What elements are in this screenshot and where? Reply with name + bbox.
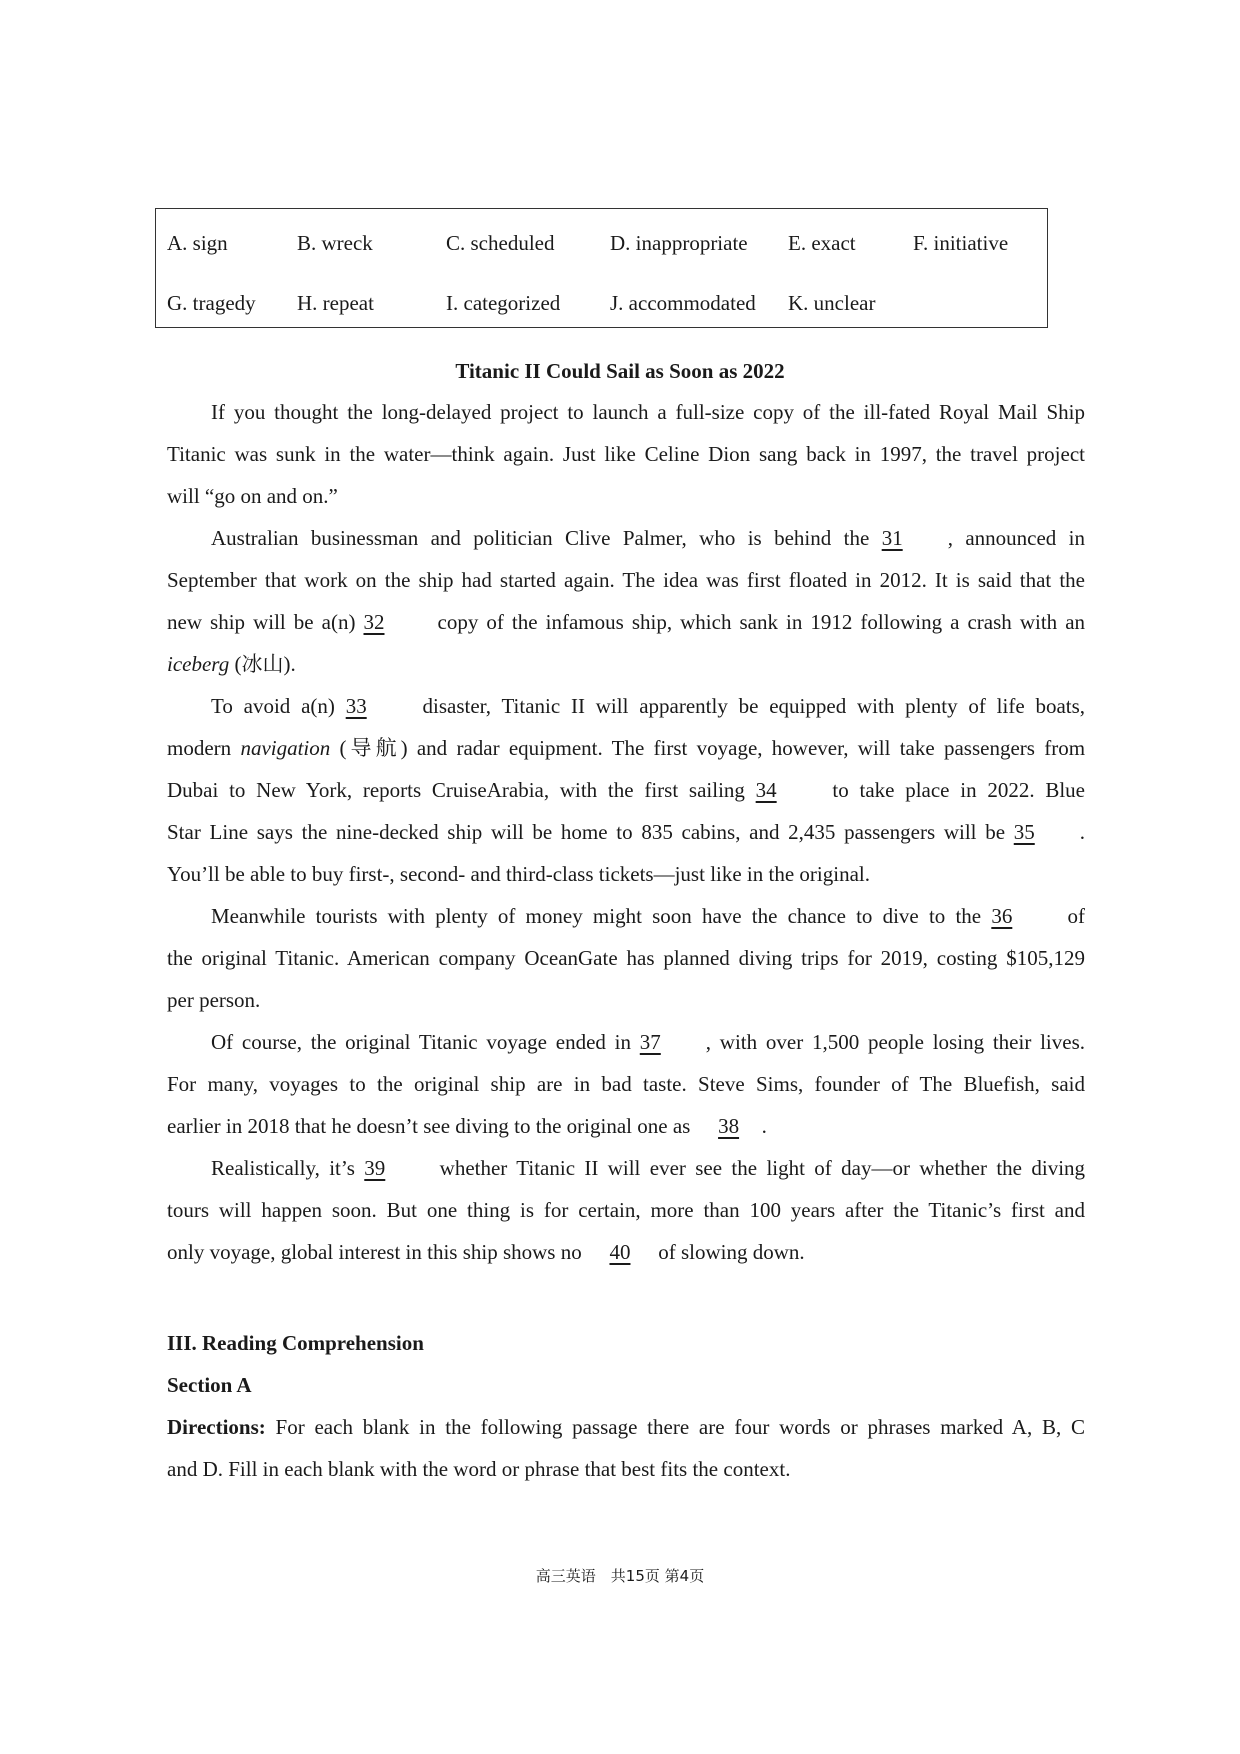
paragraph-line: You’ll be able to buy first-, second- and third-class tickets—just like in the original. <box>167 862 870 886</box>
blank-36: 36 <box>991 904 1013 928</box>
directions-line: and D. Fill in each blank with the word or phrase that best fits the context. <box>167 1457 791 1481</box>
text-segment: to take place in 2022. Blue <box>832 778 1085 802</box>
paragraph-line <box>167 607 1085 637</box>
text-segment: To avoid a(n) <box>211 694 335 718</box>
paragraph-line <box>211 691 1085 721</box>
text-italic: iceberg <box>167 652 230 676</box>
paragraph-line: per person. <box>167 988 261 1012</box>
text-segment: disaster, Titanic II will apparently be equipped with plenty of life boats, <box>422 694 1086 718</box>
directions-line <box>167 1412 1085 1442</box>
text-segment: Star Line says the nine-decked ship will be home to 835 cabins, and 2,435 passengers will be <box>167 820 1006 844</box>
word-option: G. tragedy <box>167 291 256 315</box>
blank-35: 35 <box>1013 820 1035 844</box>
directions-label: Directions: <box>167 1415 266 1439</box>
paragraph-line <box>211 901 1085 931</box>
paragraph-line <box>167 733 1085 763</box>
blank-38: 38 <box>718 1114 740 1138</box>
paragraph-line <box>211 1153 1085 1183</box>
word-option: J. accommodated <box>610 291 756 315</box>
blank-37: 37 <box>639 1030 661 1054</box>
word-bank-row <box>156 231 1047 261</box>
paragraph-line <box>211 523 1085 553</box>
text-segment: whether Titanic II will ever see the light of day—or whether the diving <box>439 1156 1086 1180</box>
word-option: I. categorized <box>446 291 561 315</box>
paragraph-line <box>167 775 1085 805</box>
text-segment: Of course, the original Titanic voyage ended in <box>211 1030 632 1054</box>
word-option: C. scheduled <box>446 231 555 255</box>
word-bank-box <box>155 208 1048 328</box>
text-segment: earlier in 2018 that he doesn’t see diving to the original one as <box>167 1114 691 1138</box>
paragraph-line <box>167 817 1085 847</box>
paragraph-line: September that work on the ship had started again. The idea was first floated in 2012. It is said that the <box>167 568 1085 592</box>
blank-32: 32 <box>363 610 385 634</box>
text-italic: navigation <box>240 736 331 760</box>
paragraph-line <box>167 1111 1085 1141</box>
text-segment: of <box>1067 904 1085 928</box>
section-subheading: Section A <box>167 1373 252 1397</box>
text-segment: For each blank in the following passage there are four words or phrases marked A, B, C <box>275 1415 1086 1439</box>
paragraph-line <box>211 1027 1085 1057</box>
text-segment: Realistically, it’s <box>211 1156 355 1180</box>
word-option: E. exact <box>788 231 856 255</box>
section-heading: III. Reading Comprehension <box>167 1331 424 1355</box>
text-segment: (导航) and radar equipment. The first voyage, however, will take passengers from <box>339 736 1086 760</box>
blank-33: 33 <box>345 694 367 718</box>
paragraph-line: Titanic was sunk in the water—think again. Just like Celine Dion sang back in 1997, the travel project <box>167 442 1085 466</box>
word-bank-row <box>156 291 1047 321</box>
word-option: K. unclear <box>788 291 876 315</box>
text-segment: new ship will be a(n) <box>167 610 356 634</box>
text-segment: only voyage, global interest in this ship shows no <box>167 1240 582 1264</box>
word-option: A. sign <box>167 231 228 255</box>
text-segment: Meanwhile tourists with plenty of money might soon have the chance to dive to the <box>211 904 982 928</box>
text-segment: Australian businessman and politician Clive Palmer, who is behind the <box>211 526 870 550</box>
text-segment: (冰山). <box>229 652 296 676</box>
page-footer: 高三英语 共15页 第4页 <box>535 1567 705 1585</box>
blank-39: 39 <box>364 1156 386 1180</box>
paragraph-line: will “go on and on.” <box>167 484 338 508</box>
blank-40: 40 <box>609 1240 631 1264</box>
paragraph-line: the original Titanic. American company OceanGate has planned diving trips for 2019, costing $105,129 <box>167 946 1085 970</box>
text-segment: . <box>761 1114 767 1138</box>
text-segment: Dubai to New York, reports CruiseArabia, with the first sailing <box>167 778 745 802</box>
text-segment: , announced in <box>947 526 1086 550</box>
blank-34: 34 <box>755 778 777 802</box>
text-segment: , with over 1,500 people losing their lives. <box>705 1030 1085 1054</box>
paragraph-line <box>167 1237 1085 1267</box>
blank-31: 31 <box>881 526 903 550</box>
paragraph-line: For many, voyages to the original ship are in bad taste. Steve Sims, founder of The Bluefish, said <box>167 1072 1085 1096</box>
word-option: B. wreck <box>297 231 373 255</box>
word-option: D. inappropriate <box>610 231 748 255</box>
text-segment: of slowing down. <box>658 1240 805 1264</box>
word-option: F. initiative <box>913 231 1009 255</box>
article-title: Titanic II Could Sail as Soon as 2022 <box>455 359 785 383</box>
paragraph-line: tours will happen soon. But one thing is for certain, more than 100 years after the Titanic’s first and <box>167 1198 1085 1222</box>
text-segment: modern <box>167 736 232 760</box>
text-segment: . <box>1079 820 1085 844</box>
text-segment: copy of the infamous ship, which sank in 1912 following a crash with an <box>437 610 1086 634</box>
paragraph-line <box>167 649 1085 679</box>
word-option: H. repeat <box>297 291 374 315</box>
paragraph-line: If you thought the long-delayed project to launch a full-size copy of the ill-fated Royal Mail Ship <box>211 400 1085 424</box>
